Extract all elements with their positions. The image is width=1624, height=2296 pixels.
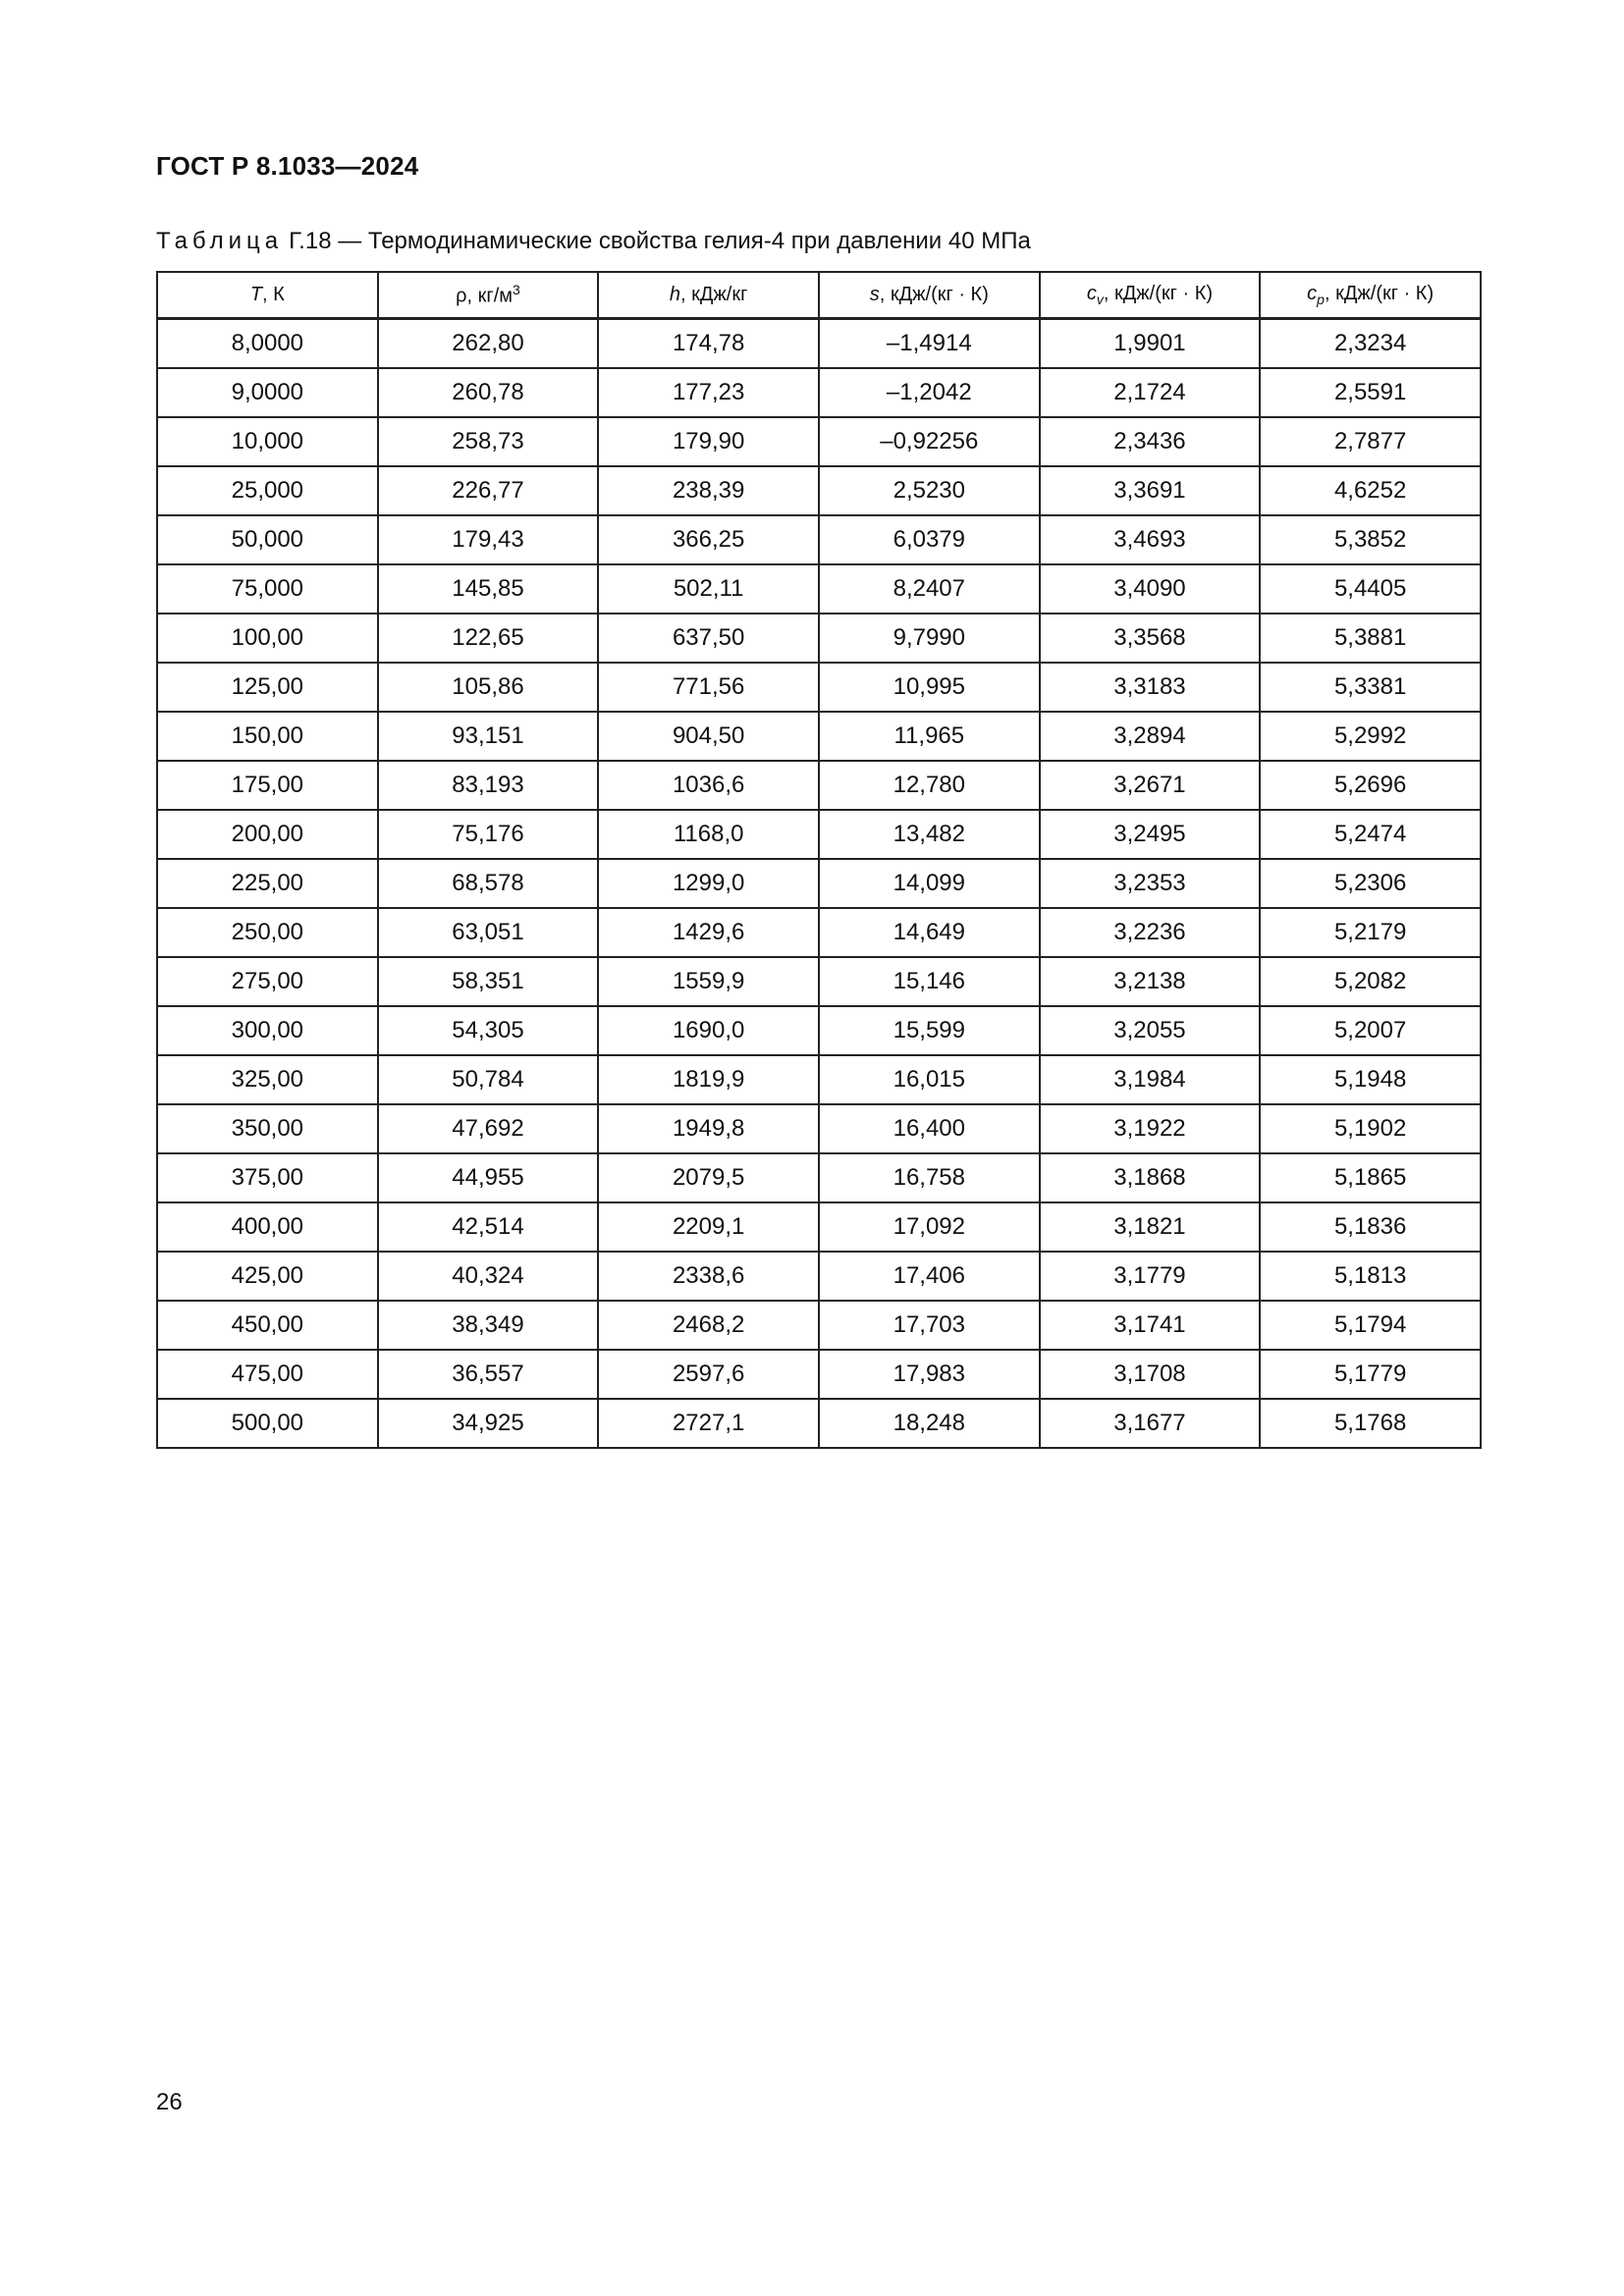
table-row: [157, 957, 1481, 1006]
table-cell: 366,25: [598, 515, 819, 564]
table-cell: 502,11: [598, 564, 819, 614]
table-cell: 500,00: [157, 1399, 378, 1448]
table-cell: 17,092: [819, 1202, 1040, 1252]
table-cell: 3,4090: [1040, 564, 1261, 614]
table-cell: 904,50: [598, 712, 819, 761]
table-cell: 15,146: [819, 957, 1040, 1006]
table-cell: 11,965: [819, 712, 1040, 761]
table-cell: 14,649: [819, 908, 1040, 957]
column-symbol: h: [669, 284, 680, 305]
table-row: [157, 712, 1481, 761]
column-symbol: T: [249, 284, 263, 305]
column-unit: , кДж/(кг · К): [1324, 283, 1435, 304]
table-cell: 250,00: [157, 908, 378, 957]
table-cell: 145,85: [378, 564, 599, 614]
table-cell: 425,00: [157, 1252, 378, 1301]
table-row: [157, 1202, 1481, 1252]
table-row: [157, 1006, 1481, 1055]
table-cell: 5,1779: [1260, 1350, 1481, 1399]
column-header: [1040, 272, 1261, 319]
table-cell: 200,00: [157, 810, 378, 859]
table-cell: 238,39: [598, 466, 819, 515]
table-cell: 5,4405: [1260, 564, 1481, 614]
table-cell: 5,2474: [1260, 810, 1481, 859]
table-cell: 68,578: [378, 859, 599, 908]
page-number: 26: [156, 2089, 183, 2115]
table-cell: 50,784: [378, 1055, 599, 1104]
table-cell: 5,2696: [1260, 761, 1481, 810]
table-row: [157, 1055, 1481, 1104]
table-cell: 42,514: [378, 1202, 599, 1252]
table-cell: 3,1922: [1040, 1104, 1261, 1153]
table-row: [157, 1104, 1481, 1153]
table-cell: 3,4693: [1040, 515, 1261, 564]
table-cell: 3,2055: [1040, 1006, 1261, 1055]
table-cell: 5,2992: [1260, 712, 1481, 761]
table-cell: 16,015: [819, 1055, 1040, 1104]
column-symbol: c: [1307, 283, 1318, 304]
table-cell: 3,1677: [1040, 1399, 1261, 1448]
table-cell: 93,151: [378, 712, 599, 761]
table-cell: 17,983: [819, 1350, 1040, 1399]
table-cell: 179,90: [598, 417, 819, 466]
table-row: [157, 515, 1481, 564]
thermodynamic-properties-table: [156, 271, 1482, 1449]
column-header: [819, 272, 1040, 319]
document-standard-header: ГОСТ Р 8.1033—2024: [156, 151, 419, 181]
column-header: [157, 272, 378, 319]
table-cell: 3,2894: [1040, 712, 1261, 761]
column-symbol: ρ: [456, 285, 467, 307]
table-cell: 12,780: [819, 761, 1040, 810]
table-row: [157, 663, 1481, 712]
table-cell: 3,3691: [1040, 466, 1261, 515]
table-cell: 2597,6: [598, 1350, 819, 1399]
table-cell: 15,599: [819, 1006, 1040, 1055]
table-cell: 2209,1: [598, 1202, 819, 1252]
table-cell: 1429,6: [598, 908, 819, 957]
table-cell: 100,00: [157, 614, 378, 663]
table-cell: 3,1821: [1040, 1202, 1261, 1252]
column-unit: , кДж/(кг · К): [1103, 283, 1214, 304]
table-cell: 6,0379: [819, 515, 1040, 564]
table-cell: 5,3881: [1260, 614, 1481, 663]
table-cell: 300,00: [157, 1006, 378, 1055]
table-cell: 54,305: [378, 1006, 599, 1055]
table-cell: 262,80: [378, 319, 599, 369]
table-cell: 122,65: [378, 614, 599, 663]
table-cell: 3,1868: [1040, 1153, 1261, 1202]
table-row: [157, 564, 1481, 614]
table-row: [157, 908, 1481, 957]
column-header: [598, 272, 819, 319]
table-cell: 3,2236: [1040, 908, 1261, 957]
table-cell: 5,1768: [1260, 1399, 1481, 1448]
table-cell: 18,248: [819, 1399, 1040, 1448]
table-cell: 5,3381: [1260, 663, 1481, 712]
table-cell: 14,099: [819, 859, 1040, 908]
table-cell: 3,2138: [1040, 957, 1261, 1006]
table-cell: 637,50: [598, 614, 819, 663]
column-subscript: p: [1317, 292, 1325, 307]
table-cell: 1,9901: [1040, 319, 1261, 369]
table-cell: 4,6252: [1260, 466, 1481, 515]
table-cell: 5,1948: [1260, 1055, 1481, 1104]
table-cell: 5,1813: [1260, 1252, 1481, 1301]
table-cell: 400,00: [157, 1202, 378, 1252]
table-cell: 375,00: [157, 1153, 378, 1202]
table-row: [157, 417, 1481, 466]
table-cell: 225,00: [157, 859, 378, 908]
table-cell: 8,0000: [157, 319, 378, 369]
table-cell: 5,2007: [1260, 1006, 1481, 1055]
table-cell: 450,00: [157, 1301, 378, 1350]
table-cell: 8,2407: [819, 564, 1040, 614]
table-cell: 226,77: [378, 466, 599, 515]
column-symbol: s: [869, 284, 880, 305]
table-cell: 5,3852: [1260, 515, 1481, 564]
table-cell: 5,1865: [1260, 1153, 1481, 1202]
table-cell: 2,7877: [1260, 417, 1481, 466]
table-cell: 17,406: [819, 1252, 1040, 1301]
table-row: [157, 1399, 1481, 1448]
table-cell: 38,349: [378, 1301, 599, 1350]
table-row: [157, 466, 1481, 515]
table-cell: 10,000: [157, 417, 378, 466]
table-cell: 275,00: [157, 957, 378, 1006]
table-cell: 1819,9: [598, 1055, 819, 1104]
table-cell: 260,78: [378, 368, 599, 417]
table-cell: 3,1779: [1040, 1252, 1261, 1301]
table-cell: 179,43: [378, 515, 599, 564]
table-row: [157, 1350, 1481, 1399]
table-cell: 58,351: [378, 957, 599, 1006]
table-cell: 1559,9: [598, 957, 819, 1006]
table-cell: 9,0000: [157, 368, 378, 417]
table-cell: 17,703: [819, 1301, 1040, 1350]
table-cell: 2468,2: [598, 1301, 819, 1350]
table-header-row: [157, 272, 1481, 319]
table-cell: 44,955: [378, 1153, 599, 1202]
table-cell: 40,324: [378, 1252, 599, 1301]
table-cell: 3,2495: [1040, 810, 1261, 859]
table-cell: 83,193: [378, 761, 599, 810]
table-cell: 5,1902: [1260, 1104, 1481, 1153]
table-cell: 177,23: [598, 368, 819, 417]
table-row: [157, 1153, 1481, 1202]
table-row: [157, 859, 1481, 908]
column-header: [378, 272, 599, 319]
table-cell: 75,176: [378, 810, 599, 859]
table-cell: 1036,6: [598, 761, 819, 810]
table-body: [157, 319, 1481, 1449]
table-cell: 3,2353: [1040, 859, 1261, 908]
table-cell: 36,557: [378, 1350, 599, 1399]
table-cell: 175,00: [157, 761, 378, 810]
table-cell: 771,56: [598, 663, 819, 712]
column-subscript: v: [1096, 292, 1104, 307]
table-cell: 2079,5: [598, 1153, 819, 1202]
table-row: [157, 1301, 1481, 1350]
table-cell: 5,2082: [1260, 957, 1481, 1006]
table-cell: 2,1724: [1040, 368, 1261, 417]
table-cell: 174,78: [598, 319, 819, 369]
table-caption-label: Таблица: [156, 228, 284, 254]
table-cell: 13,482: [819, 810, 1040, 859]
column-superscript: 3: [513, 282, 520, 298]
table-cell: 16,400: [819, 1104, 1040, 1153]
column-header: [1260, 272, 1481, 319]
table-cell: 2,3436: [1040, 417, 1261, 466]
table-cell: 3,3568: [1040, 614, 1261, 663]
table-cell: 5,1836: [1260, 1202, 1481, 1252]
table-cell: 10,995: [819, 663, 1040, 712]
table-cell: 5,2179: [1260, 908, 1481, 957]
column-unit: , кДж/(кг · К): [879, 284, 989, 305]
table-cell: 258,73: [378, 417, 599, 466]
table-cell: 3,1708: [1040, 1350, 1261, 1399]
table-cell: 3,3183: [1040, 663, 1261, 712]
table-cell: 9,7990: [819, 614, 1040, 663]
table-cell: 16,758: [819, 1153, 1040, 1202]
table-cell: 3,2671: [1040, 761, 1261, 810]
table-cell: 350,00: [157, 1104, 378, 1153]
table-cell: 2,3234: [1260, 319, 1481, 369]
table-cell: 1949,8: [598, 1104, 819, 1153]
table-cell: –1,2042: [819, 368, 1040, 417]
table-row: [157, 1252, 1481, 1301]
table-row: [157, 614, 1481, 663]
table-caption: [156, 228, 1031, 255]
table-cell: 3,1984: [1040, 1055, 1261, 1104]
table-cell: 2,5591: [1260, 368, 1481, 417]
table-cell: 475,00: [157, 1350, 378, 1399]
table-row: [157, 810, 1481, 859]
table-cell: 2,5230: [819, 466, 1040, 515]
table-cell: 105,86: [378, 663, 599, 712]
table-row: [157, 319, 1481, 369]
table-cell: –1,4914: [819, 319, 1040, 369]
table-cell: 5,1794: [1260, 1301, 1481, 1350]
table-cell: 63,051: [378, 908, 599, 957]
table-cell: –0,92256: [819, 417, 1040, 466]
table-cell: 1299,0: [598, 859, 819, 908]
table-cell: 34,925: [378, 1399, 599, 1448]
column-unit: , К: [262, 284, 285, 305]
table-cell: 125,00: [157, 663, 378, 712]
table-cell: 5,2306: [1260, 859, 1481, 908]
column-symbol: c: [1086, 283, 1097, 304]
table-cell: 25,000: [157, 466, 378, 515]
table-cell: 50,000: [157, 515, 378, 564]
table-cell: 150,00: [157, 712, 378, 761]
table-row: [157, 761, 1481, 810]
table-cell: 3,1741: [1040, 1301, 1261, 1350]
table-cell: 2338,6: [598, 1252, 819, 1301]
table-caption-text: Г.18 — Термодинамические свойства гелия-4 при давлении 40 МПа: [289, 228, 1031, 254]
table-cell: 2727,1: [598, 1399, 819, 1448]
table-cell: 1690,0: [598, 1006, 819, 1055]
table-cell: 75,000: [157, 564, 378, 614]
column-unit: , кДж/кг: [680, 284, 748, 305]
column-unit: , кг/м: [466, 285, 514, 307]
table-row: [157, 368, 1481, 417]
table-cell: 325,00: [157, 1055, 378, 1104]
table-cell: 1168,0: [598, 810, 819, 859]
table-cell: 47,692: [378, 1104, 599, 1153]
